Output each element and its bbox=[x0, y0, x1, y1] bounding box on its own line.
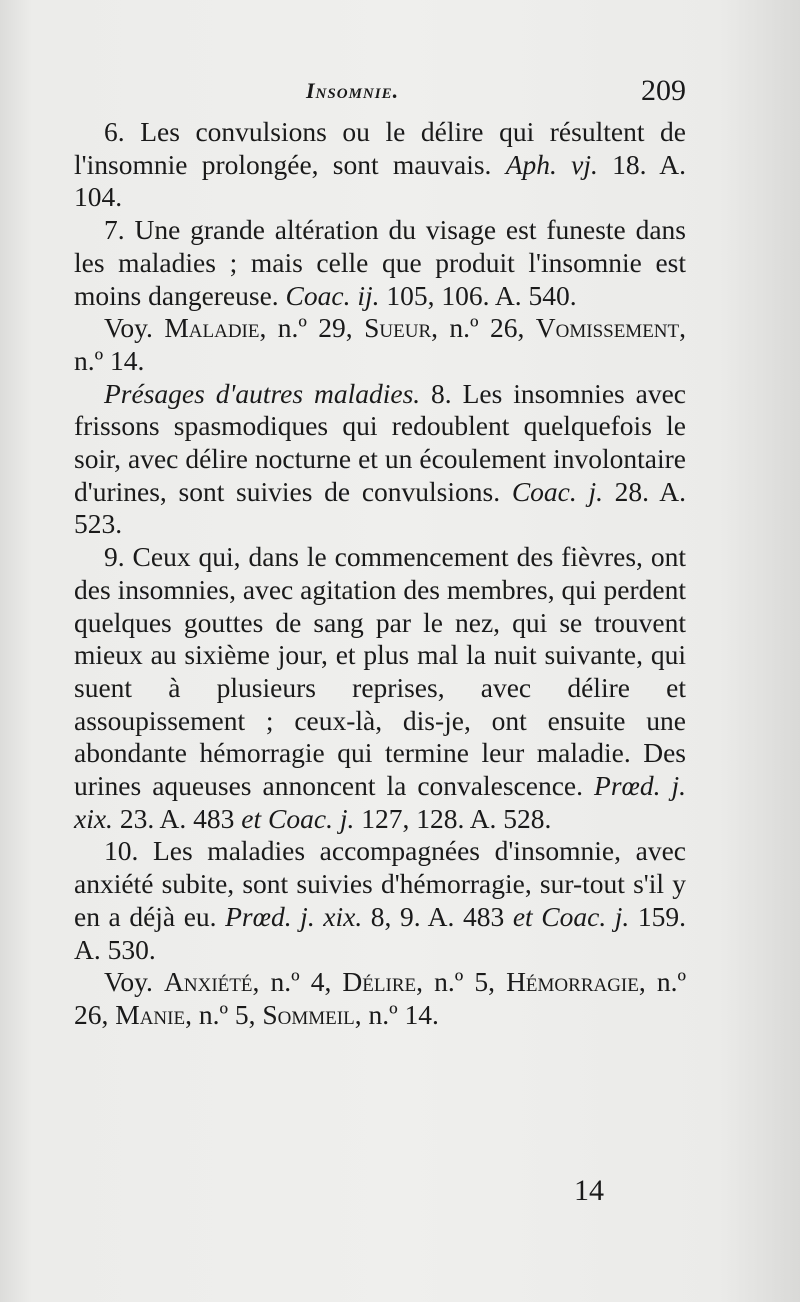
reference-text: 105, 106. A. 540. bbox=[379, 279, 577, 311]
paragraph-6 bbox=[74, 116, 686, 214]
section-heading: Présages d'autres maladies. bbox=[104, 377, 421, 409]
paragraph-10 bbox=[74, 835, 686, 966]
reference-text: 159. A. 530. bbox=[74, 900, 687, 965]
voy-label: Voy. bbox=[104, 966, 165, 998]
voy-label: Voy. bbox=[104, 312, 165, 344]
paragraph-8 bbox=[74, 378, 686, 542]
paragraph-text: 7. Une grande altération du visage est funeste dans les maladies ; mais celle que produit l'insomnie est moins dangereuse. bbox=[74, 214, 686, 311]
reference-et: et bbox=[512, 900, 533, 932]
reference-italic: Coac. j. bbox=[261, 802, 355, 834]
cross-ref-term: Sommeil bbox=[262, 998, 355, 1030]
page-body bbox=[74, 116, 686, 1032]
cross-reference-2 bbox=[74, 966, 686, 1031]
paragraph-text: 8. Les insomnies avec frissons spasmodiques qui redoublent quelquefois le soir, avec délire nocturne et un écoulement involontaire d'urines, sont suivies de convulsions. bbox=[74, 377, 686, 507]
reference-et: et bbox=[241, 802, 262, 834]
signature-mark: 14 bbox=[574, 1174, 604, 1207]
reference-text: 28. A. 523. bbox=[74, 475, 686, 540]
cross-ref-number: , n.º 5, bbox=[185, 998, 263, 1030]
cross-ref-number: , n.º 14. bbox=[74, 312, 687, 376]
cross-ref-term: Anxiété bbox=[164, 966, 253, 998]
cross-ref-number: , n.º 14. bbox=[354, 998, 439, 1030]
cross-ref-term: Sueur bbox=[364, 312, 432, 344]
reference-text: 127, 128. A. 528. bbox=[354, 802, 552, 834]
reference-italic: Coac. j. bbox=[532, 900, 630, 932]
cross-ref-number: , n.º 5, bbox=[416, 966, 507, 998]
reference-italic: Prœd. j. xix. bbox=[225, 900, 363, 932]
paragraph-9 bbox=[74, 541, 686, 835]
paragraph-text: 10. Les maladies accompagnées d'insomnie, avec anxiété subite, sont suivies d'hémorragie, sur-tout s'il y en a déjà eu. bbox=[74, 835, 686, 932]
cross-ref-number: , n.º 29, bbox=[259, 312, 365, 344]
reference-text: 23. A. 483 bbox=[112, 802, 242, 834]
reference-italic: Aph. vj. bbox=[505, 148, 598, 180]
cross-ref-term: Maladie bbox=[164, 312, 260, 344]
running-head bbox=[74, 74, 686, 114]
paragraph-text: 6. Les convulsions ou le délire qui résultent de l'insomnie prolongée, sont mauvais. bbox=[74, 116, 686, 180]
reference-text: 8, 9. A. 483 bbox=[362, 900, 513, 932]
reference-italic: Prœd. j. xix. bbox=[74, 770, 687, 834]
cross-ref-term: Délire bbox=[342, 966, 417, 998]
cross-ref-number: , n.º 26, bbox=[431, 312, 536, 344]
cross-ref-term: Hémorragie bbox=[506, 966, 639, 998]
cross-ref-number: , n.º 4, bbox=[252, 966, 343, 998]
cross-ref-term: Vomissement bbox=[535, 312, 680, 344]
cross-reference-1 bbox=[74, 312, 686, 377]
cross-ref-number: , n.º 26, bbox=[74, 966, 687, 1030]
paragraph-text: 9. Ceux qui, dans le commencement des fièvres, ont des insomnies, avec agitation des membres, qui perdent quelques gouttes de sang par le nez, qui se trouvent mieux au sixième jour, et plus mal la nuit suivante, qui suent à plusieurs reprises, avec délire et assoupissement ; ceux-là, dis-je, ont ensuite une abondante hémorragie qui termine leur maladie. Des urines aqueuses annoncent la convalescence. bbox=[74, 541, 686, 802]
page-number: 209 bbox=[641, 74, 686, 107]
cross-ref-term: Manie bbox=[115, 998, 186, 1030]
running-title: Insomnie. bbox=[306, 78, 400, 103]
paragraph-7 bbox=[74, 214, 686, 312]
reference-italic: Coac. ij. bbox=[285, 279, 380, 311]
reference-text: 18. A. 104. bbox=[74, 148, 687, 213]
reference-italic: Coac. j. bbox=[511, 475, 603, 507]
